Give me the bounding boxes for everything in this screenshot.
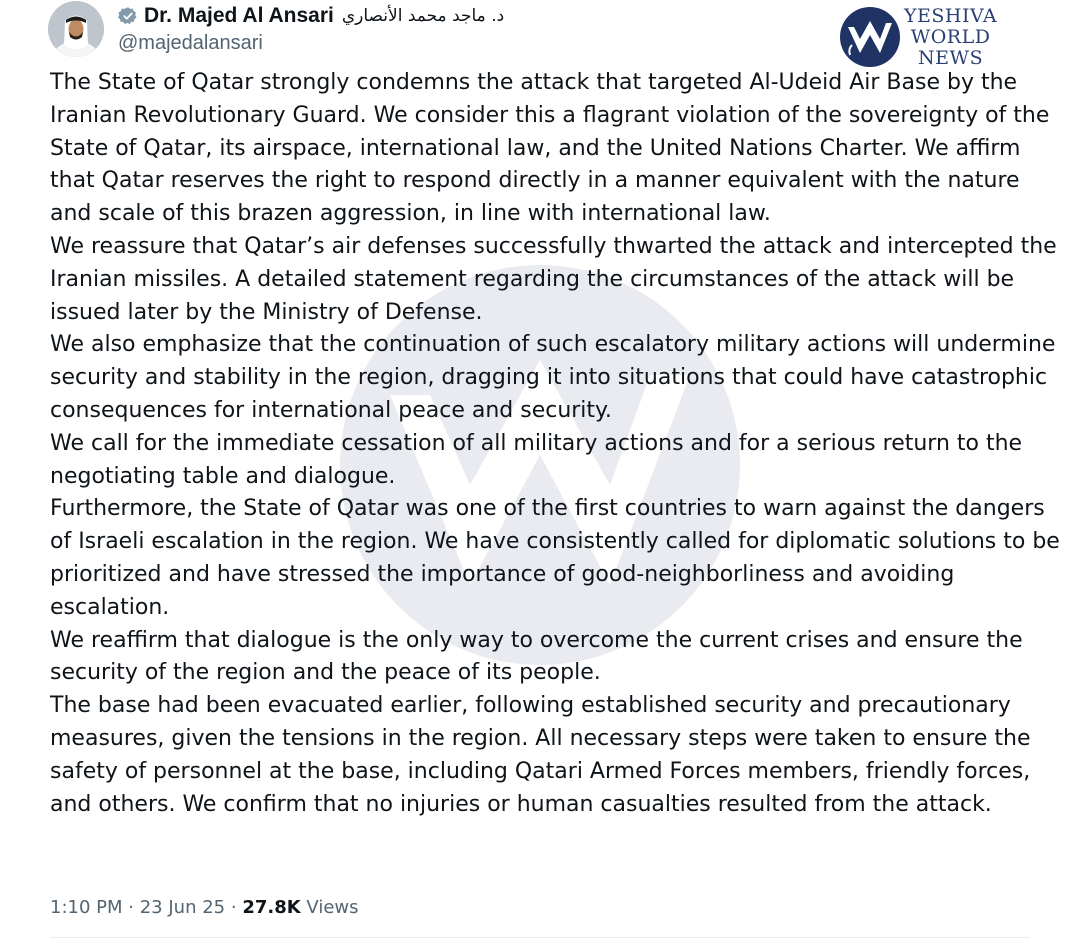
- tweet-paragraph: We also emphasize that the continuation of such escalatory military actions will undermine security and stability in the region, dragging it into situations that could have catastrophic consequences for international peace and security.: [50, 332, 1056, 423]
- tweet-paragraph: Furthermore, the State of Qatar was one of the first countries to warn against the dangers of Israeli escalation in the region. We have consistently called for diplomatic solutions to be prioritized and have stressed the importance of good-neighborliness and avoiding escalation.: [50, 496, 1060, 620]
- tweet-paragraph: We call for the immediate cessation of all military actions and for a serious return to the negotiating table and dialogue.: [50, 430, 1023, 489]
- tweet-paragraph: We reaffirm that dialogue is the only way to overcome the current crises and ensure the security of the region and the peace of its people.: [50, 627, 1023, 686]
- arabic-name[interactable]: د. ماجد محمد الأنصاري: [341, 6, 505, 26]
- name-row: [118, 2, 504, 30]
- divider: [50, 937, 1030, 938]
- tweet-paragraph: We reassure that Qatar’s air defenses successfully thwarted the attack and intercepted the Iranian missiles. A detailed statement regarding the circumstances of the attack will be issued later by the Ministry of Defense.: [50, 233, 1057, 325]
- tweet-date[interactable]: 23 Jun 25: [139, 897, 226, 918]
- display-name[interactable]: Dr. Majed Al Ansari: [144, 4, 334, 27]
- user-handle[interactable]: @majedalansari: [118, 32, 263, 54]
- author-identity: [118, 0, 504, 55]
- meta-separator: ·: [230, 897, 237, 918]
- avatar[interactable]: [48, 1, 104, 57]
- yeshiva-world-news-logo: [838, 3, 1024, 71]
- meta-separator: ·: [128, 897, 134, 918]
- tweet-text: [50, 67, 1060, 821]
- views-label: Views: [306, 897, 359, 918]
- yeshiva-world-news-logo-icon: [838, 5, 902, 69]
- tweet-header: [48, 0, 504, 62]
- logo-line: NEWS: [918, 46, 984, 69]
- tweet-paragraph: The State of Qatar strongly condemns the attack that targeted Al-Udeid Air Base by the Iranian Revolutionary Guard. We consider this a flagrant violation of the sovereignty of the State of Qatar, its airspace, international law, and the United Nations Charter. We affirm that Qatar reserves the right to respond directly in a manner equivalent with the nature and scale of this brazen aggression, in line with international law.: [50, 70, 1050, 227]
- tweet-paragraph: The base had been evacuated earlier, following established security and precautionary measures, given the tensions in the region. All necessary steps were taken to ensure the safety of personnel at the base, including Qatari Armed Forces members, friendly forces, and others. We confirm that no injuries or human casualties resulted from the attack.: [50, 693, 1031, 817]
- views-count: 27.8K: [242, 897, 301, 918]
- logo-line: WORLD: [910, 25, 991, 48]
- verified-badge-icon: [118, 6, 138, 26]
- tweet-timestamp[interactable]: 1:10 PM: [50, 897, 123, 918]
- logo-wordmark: [904, 6, 997, 69]
- tweet-metadata: [50, 897, 359, 918]
- logo-line: YESHIVA: [904, 4, 998, 27]
